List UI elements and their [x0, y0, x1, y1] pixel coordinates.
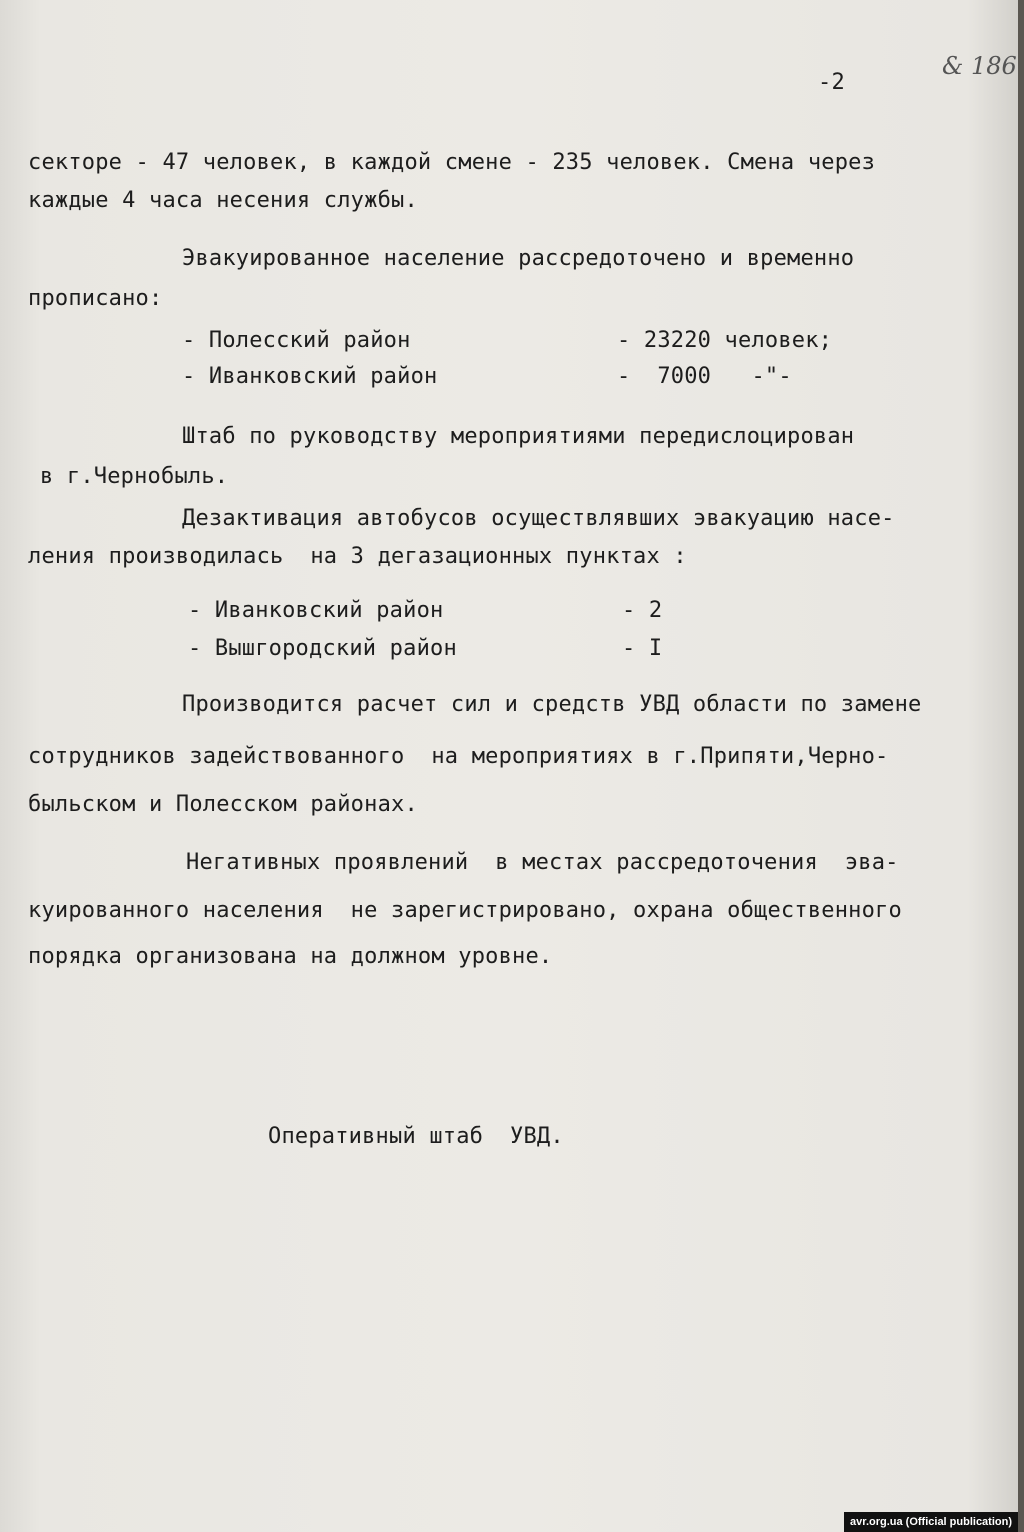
text-line: быльском и Полесском районах. — [28, 792, 418, 817]
text-line: в г.Чернобыль. — [40, 464, 229, 489]
list-item: - Полесский район — [182, 328, 411, 353]
list-value: - 7000 -"- — [617, 364, 792, 389]
text-line: секторе - 47 человек, в каждой смене - 235 человек. Смена через — [28, 150, 876, 175]
page-number: -2 — [818, 70, 845, 95]
list-value: - 2 — [622, 598, 663, 623]
text-line: каждые 4 часа несения службы. — [28, 188, 418, 213]
text-line: Негативных проявлений в местах рассредоточения эва- — [186, 850, 899, 875]
list-item: - Вышгородский район — [188, 636, 457, 661]
text-line: Штаб по руководству мероприятиями передислоцирован — [182, 424, 855, 449]
page-edge — [1018, 0, 1024, 1532]
text-line: ления производилась на 3 дегазационных пунктах : — [28, 544, 687, 569]
list-item: - Иванковский район — [182, 364, 438, 389]
text-line: куированного населения не зарегистрировано, охрана общественного — [28, 898, 902, 923]
list-item: - Иванковский район — [188, 598, 444, 623]
signature: Оперативный штаб УВД. — [268, 1124, 564, 1149]
watermark: avr.org.ua (Official publication) — [844, 1512, 1018, 1532]
text-line: Дезактивация автобусов осуществлявших эвакуацию насе- — [182, 506, 895, 531]
text-line: Производится расчет сил и средств УВД области по замене — [182, 692, 922, 717]
text-line: сотрудников задействованного на мероприятиях в г.Припяти,Черно- — [28, 744, 889, 769]
archive-mark: & 186 — [942, 52, 1017, 80]
text-line: прописано: — [28, 286, 163, 311]
list-value: - I — [622, 636, 663, 661]
text-line: Эвакуированное население рассредоточено и временно — [182, 246, 855, 271]
list-value: - 23220 человек; — [617, 328, 833, 353]
text-line: порядка организована на должном уровне. — [28, 944, 553, 969]
